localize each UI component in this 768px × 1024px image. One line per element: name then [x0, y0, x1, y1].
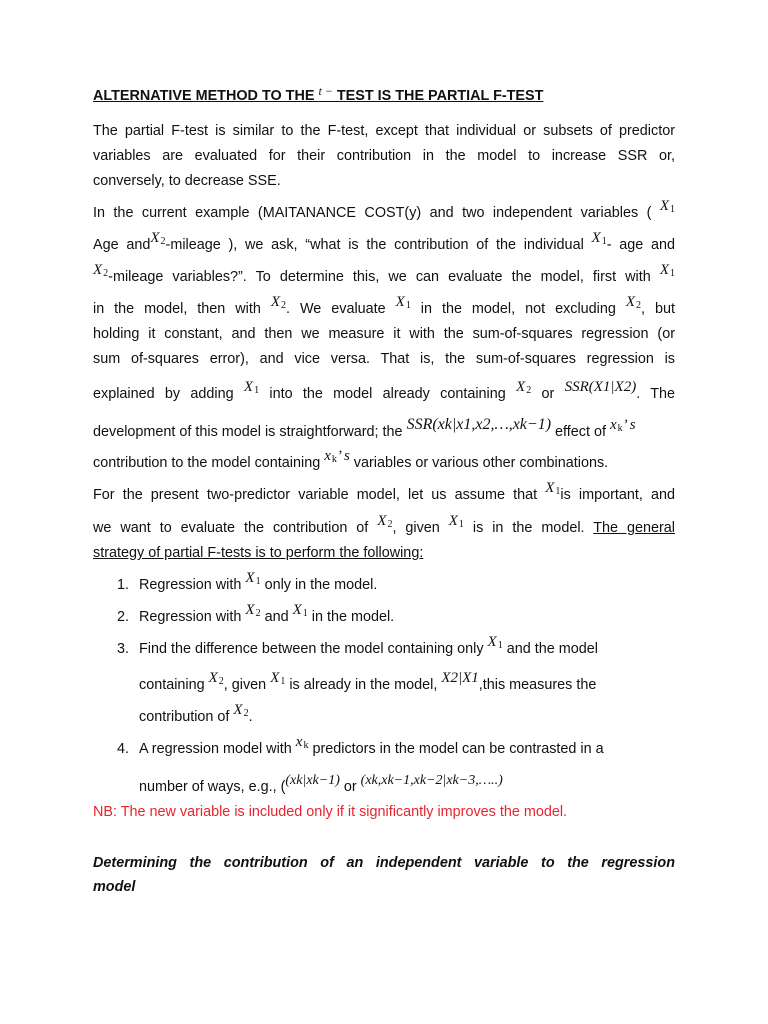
math-x1: $X_1$ [487, 634, 503, 651]
math-x1: $X_1$ [659, 198, 675, 215]
math-x2: $X_2$ [208, 670, 224, 687]
math-x2-given-x1: X2|X1 [441, 670, 479, 686]
math-x1: $X_1$ [545, 480, 561, 497]
paragraph-line: In the current example (MAITANANCE COST(y) and two independent variables ( $X_1$ [93, 198, 675, 221]
math-x1: $X_1$ [659, 262, 676, 279]
paragraph-line: in the model, then with $X_2$. We evaluate $X_1$ in the model, not excluding $X_2$, but [93, 294, 675, 317]
paragraph-line: $X_2$-mileage variables?”. To determine this, we can evaluate the model, first with $X_1$ [93, 262, 676, 285]
math-xk: $x_k$ [295, 734, 309, 751]
paragraph-line: holding it constant, and then we measure it with the sum-of-squares regression (or [93, 326, 675, 342]
intro-line: variables are evaluated for their contribution in the model to increase SSR or, [93, 148, 675, 164]
paragraph-line: explained by adding $X_1$ into the model already containing $X_2$ or SSR(X1|X2). The [93, 379, 676, 402]
section-heading-continued: model [93, 879, 136, 895]
math-x2: $X_2$ [233, 702, 249, 719]
math-x2: $X_2$ [516, 379, 532, 396]
math-xk-chain: (xk,xk−1,xk−2|xk−3,…..) [360, 773, 503, 788]
math-x1: $X_1$ [292, 602, 308, 619]
math-xk-prime-s: $x_k$’ s [324, 448, 350, 465]
math-x2: $X_2$ [270, 294, 287, 311]
intro-line: conversely, to decrease SSE. [93, 173, 281, 189]
math-x2: $X_2$ [150, 230, 166, 247]
math-x1: $X_1$ [448, 513, 464, 530]
math-x2: $X_2$ [245, 602, 261, 619]
math-x1: $X_1$ [245, 570, 261, 587]
math-x2: $X_2$ [625, 294, 642, 311]
paragraph-line: For the present two-predictor variable model, let us assume that $X_1is$ important, and [93, 480, 675, 503]
math-x1: $X_1$ [243, 379, 260, 396]
paragraph-line: sum of-squares error), and vice versa. That is, the sum-of-squares regression is [93, 351, 675, 367]
math-x2: $X_2$ [93, 262, 109, 279]
page-heading: ALTERNATIVE METHOD TO THE $^{t -}$ TEST IS THE PARTIAL F-TEST [93, 84, 544, 104]
paragraph-line: we want to evaluate the contribution of $X_2$, given $X_1$ is in the model. The general [93, 513, 675, 536]
intro-line: The partial F-test is similar to the F-test, except that individual or subsets of predictor [93, 123, 675, 139]
paragraph-line: contribution to the model containing $x_k$’ s variables or various other combinations. [93, 448, 609, 471]
math-xk-given-xkm1: (xk|xk−1) [285, 773, 340, 788]
math-x1: $X_1$ [395, 294, 411, 311]
math-x2: $X_2$ [377, 513, 393, 530]
math-x1: $X_1$ [591, 230, 607, 247]
math-xk-prime-s: $x_k$’ s [609, 417, 636, 434]
section-heading: Determining the contribution of an independent variable to the regression [93, 855, 675, 871]
math-ssr-x1-given-x2: SSR(X1|X2) [564, 379, 637, 395]
math-ssr-general: SSR(xk|x1,x2,…,xk−1) [406, 416, 552, 433]
paragraph-line: Age andX$_2$-mileage ), we ask, “what is the contribution of the individual $X_1-$ age and [93, 230, 675, 253]
t-symbol: t − [318, 84, 333, 98]
nb-note: NB: The new variable is included only if it significantly improves the model. [93, 804, 568, 820]
math-x1: $X_1$ [270, 670, 286, 687]
paragraph-line: development of this model is straightforward; the SSR(xk|x1,x2,…,xk−1) effect of $x_k$’ s [93, 416, 636, 440]
paragraph-line: strategy of partial F-tests is to perform the following: [93, 545, 424, 561]
